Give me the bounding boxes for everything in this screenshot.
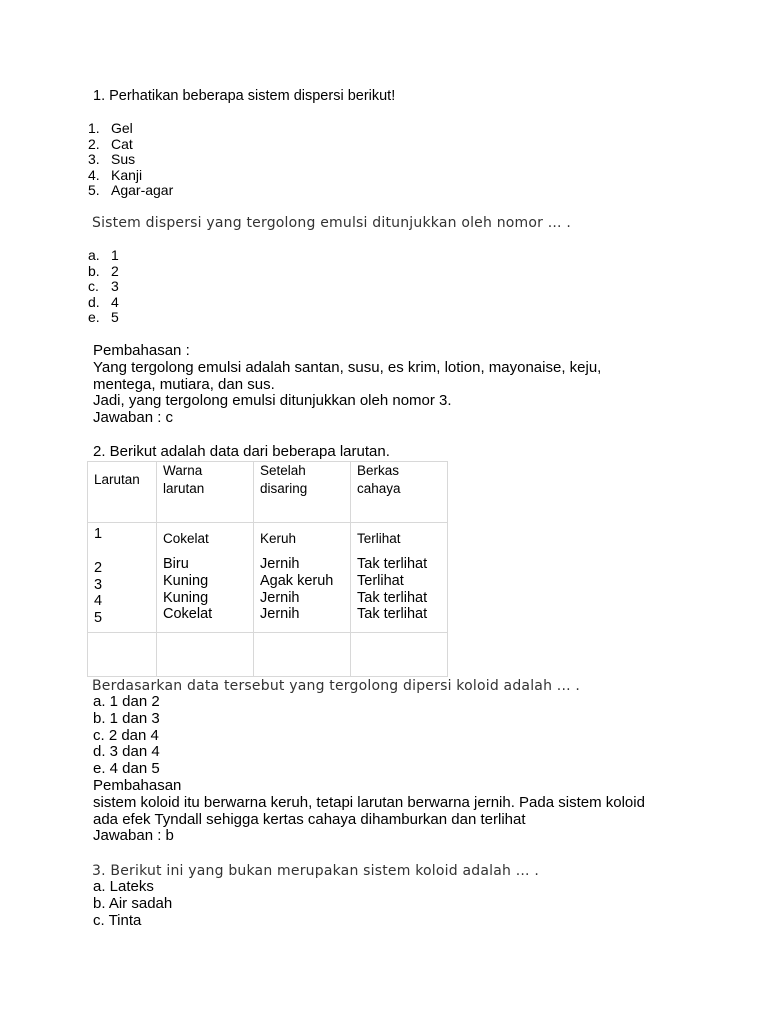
q3-options	[93, 879, 693, 929]
explanation-line: ada efek Tyndall sehigga kertas cahaya dihamburkan dan terlihat	[93, 810, 526, 828]
option-item: c. 2 dan 4	[93, 726, 159, 744]
table-header-cell: Larutan	[88, 462, 157, 523]
explanation-heading: Pembahasan :	[93, 342, 190, 359]
table-cell	[88, 633, 157, 677]
table-cell: 1 2 3 4 5	[88, 523, 157, 633]
explanation-line: sistem koloid itu berwarna keruh, tetapi larutan berwarna jernih. Pada sistem koloid	[93, 793, 645, 811]
table-cell	[351, 633, 448, 677]
table-cell: Terlihat Tak terlihat Terlihat Tak terlihat Tak terlihat	[351, 523, 448, 633]
explanation-heading: Pembahasan	[93, 776, 182, 794]
table-row	[88, 523, 448, 633]
q1-explanation	[93, 343, 693, 427]
table-header-cell: Setelah disaring	[254, 462, 351, 523]
table-empty-row	[88, 633, 448, 677]
table-cell	[254, 633, 351, 677]
q1-item-list	[88, 121, 173, 199]
option-item: e. 5	[88, 309, 119, 325]
solution-data-table	[87, 461, 448, 677]
option-item: d. 3 dan 4	[93, 743, 160, 761]
q3-question: 3. Berikut ini yang bukan merupakan sistem koloid adalah ... .	[92, 863, 539, 879]
list-item: 4. Kanji	[88, 166, 143, 183]
q1-question: Sistem dispersi yang tergolong emulsi ditunjukkan oleh nomor ... .	[92, 215, 572, 231]
explanation-line: Jadi, yang tergolong emulsi ditunjukkan oleh nomor 3.	[93, 392, 452, 410]
option-item: a. 1 dan 2	[93, 693, 160, 710]
answer-line: Jawaban : b	[93, 827, 174, 845]
q2-question: Berdasarkan data tersebut yang tergolong dipersi koloid adalah ... .	[92, 678, 581, 694]
table-header-row	[88, 462, 448, 523]
explanation-line: mentega, mutiara, dan sus.	[93, 375, 275, 393]
list-item: 3. Sus	[88, 151, 136, 167]
option-item: a. 1	[88, 247, 119, 263]
list-item: 1. Gel	[88, 120, 133, 136]
table-header-cell: Warna larutan	[157, 462, 254, 523]
option-item: b. Air sadah	[93, 894, 173, 912]
option-item: e. 4 dan 5	[93, 760, 160, 778]
q2-options	[93, 694, 693, 845]
table-header-cell: Berkas cahaya	[351, 462, 448, 523]
option-item: d. 4	[88, 293, 119, 310]
table-cell: Keruh Jernih Agak keruh Jernih Jernih	[254, 523, 351, 633]
q1-option-list	[88, 248, 119, 326]
option-item: c. 3	[88, 278, 119, 294]
list-item: 2. Cat	[88, 135, 133, 152]
answer-line: Jawaban : c	[93, 409, 174, 427]
table-cell	[157, 633, 254, 677]
table-cell: Cokelat Biru Kuning Kuning Cokelat	[157, 523, 254, 633]
option-item: b. 1 dan 3	[93, 709, 160, 727]
option-item: b. 2	[88, 262, 119, 279]
list-item: 5. Agar-agar	[88, 182, 174, 198]
option-item: a. Lateks	[93, 878, 154, 895]
explanation-line: Yang tergolong emulsi adalah santan, susu, es krim, lotion, mayonaise, keju,	[93, 358, 602, 376]
q2-title: 2. Berikut adalah data dari beberapa larutan.	[93, 443, 390, 460]
option-item: c. Tinta	[93, 911, 142, 929]
q1-title: 1. Perhatikan beberapa sistem dispersi berikut!	[93, 88, 396, 104]
